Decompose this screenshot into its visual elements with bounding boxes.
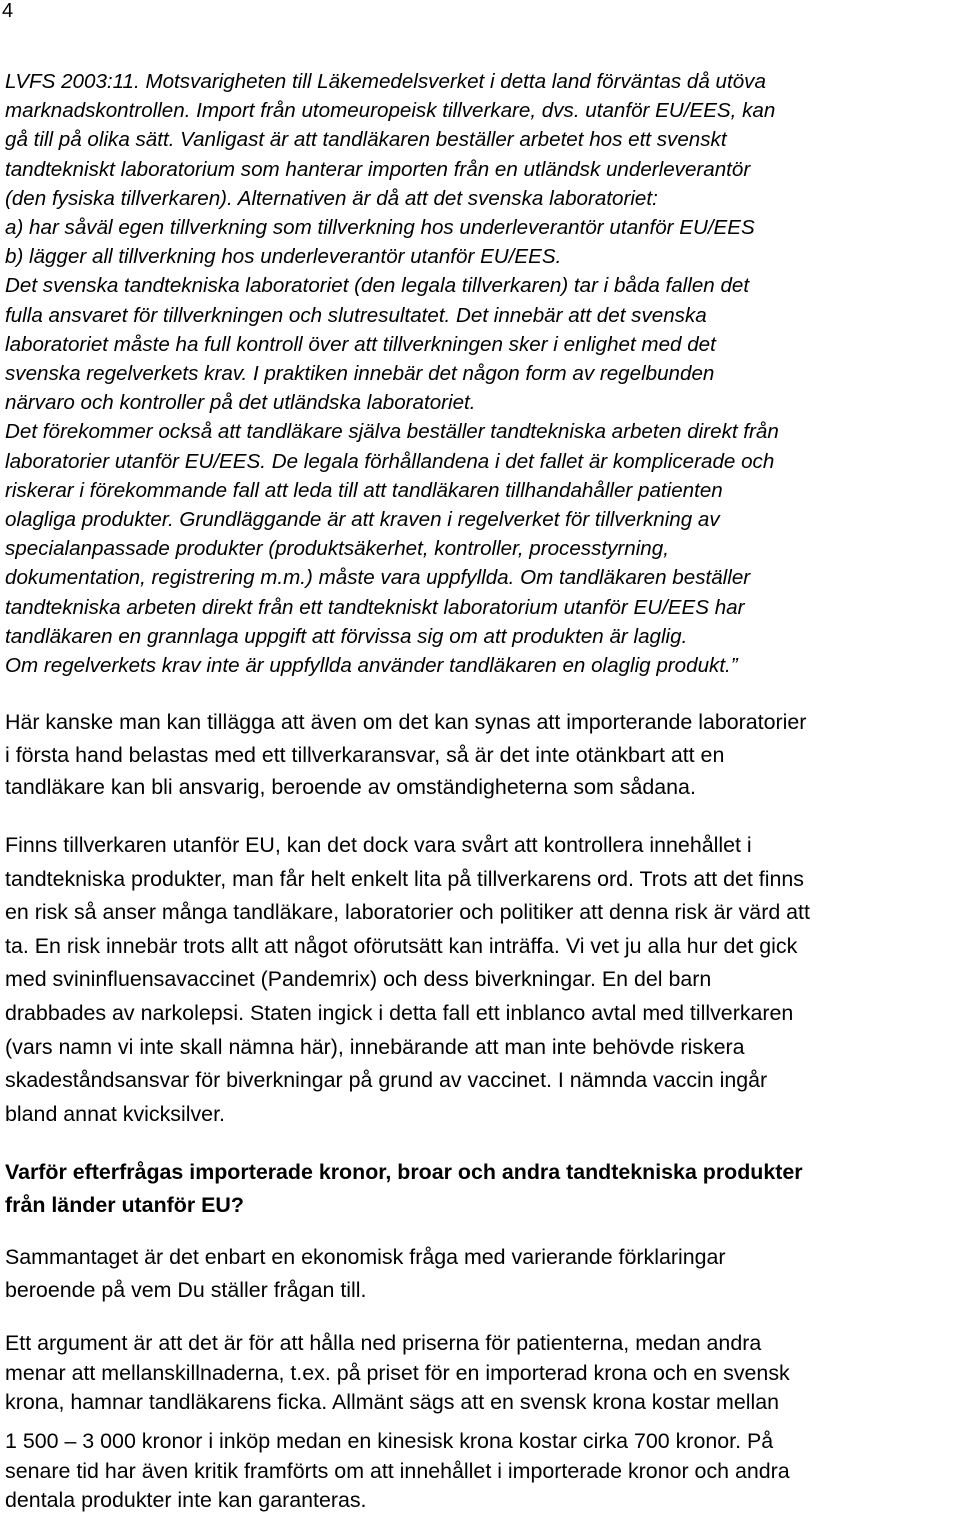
text-line: Finns tillverkaren utanför EU, kan det dock vara svårt att kontrollera innehållet i xyxy=(5,833,752,857)
text-line: tandläkaren en grannlaga uppgift att förvissa sig om att produkten är laglig. xyxy=(5,624,688,648)
text-line: laboratoriet måste ha full kontroll över att tillverkningen sker i enlighet med det xyxy=(5,332,716,356)
text-line: tandtekniskt laboratorium som hanterar importen från en utländsk underleverantör xyxy=(5,157,751,181)
text-line: specialanpassade produkter (produktsäkerhet, kontroller, processtyrning, xyxy=(5,537,669,561)
text-line: ta. En risk innebär trots allt att något oförutsätt kan inträffa. Vi vet ju alla hur det gick xyxy=(5,933,798,958)
text-line: LVFS 2003:11. Motsvarigheten till Läkemedelsverket i detta land förväntas då utöva xyxy=(5,70,766,93)
text-line: a) har såväl egen tillverkning som tillverkning hos underleverantör utanför EU/EES xyxy=(5,216,755,240)
text-line: olagliga produkter. Grundläggande är att kraven i regelverket för tillverkning av xyxy=(5,508,720,532)
text-line: bland annat kvicksilver. xyxy=(5,1101,225,1126)
text-line: dokumentation, registrering m.m.) måste vara uppfyllda. Om tandläkaren beställer xyxy=(5,566,751,590)
text-line: menar att mellanskillnaderna, t.ex. på priset för en importerad krona och en svensk xyxy=(5,1360,790,1385)
text-line: senare tid har även kritik framförts om att innehållet i importerade kronor och andra xyxy=(5,1458,790,1483)
text-line: fulla ansvaret för tillverkningen och slutresultatet. Det innebär att det svenska xyxy=(5,303,707,327)
paragraph-manufacturer-outside-eu xyxy=(5,829,960,1131)
text-line: Här kanske man kan tillägga att även om det kan synas att importerande laboratorier xyxy=(5,710,807,734)
text-line: Sammantaget är det enbart en ekonomisk fråga med varierande förklaringar xyxy=(5,1245,726,1269)
text-line: närvaro och kontroller på det utländska laboratoriet. xyxy=(5,391,476,415)
quoted-regulation-text xyxy=(5,67,957,680)
text-line: i första hand belastas med ett tillverkaransvar, så är det inte otänkbart att en xyxy=(5,742,725,767)
section-heading xyxy=(5,1156,960,1221)
text-line: 1 500 – 3 000 kronor i inköp medan en kinesisk krona kostar cirka 700 kronor. På xyxy=(5,1429,774,1453)
heading-line: från länder utanför EU? xyxy=(5,1192,244,1217)
text-line: gå till på olika sätt. Vanligast är att tandläkaren beställer arbetet hos ett svenskt xyxy=(5,128,727,152)
text-line: laboratorier utanför EU/EES. De legala förhållandena i det fallet är komplicerade och xyxy=(5,449,775,473)
text-line: (den fysiska tillverkaren). Alternativen är då att det svenska laboratoriet: xyxy=(5,186,658,210)
text-line: marknadskontrollen. Import från utomeuropeisk tillverkare, dvs. utanför EU/EES, kan xyxy=(5,99,776,123)
text-line: Det svenska tandtekniska laboratoriet (den legala tillverkaren) tar i båda fallen det xyxy=(5,274,750,298)
text-line: tandläkare kan bli ansvarig, beroende av omständigheterna som sådana. xyxy=(5,775,696,800)
paragraph-importer-liability xyxy=(5,706,960,804)
text-line: tandtekniska arbeten direkt från ett tandtekniskt laboratorium utanför EU/EES har xyxy=(5,595,745,619)
paragraph-economic-question xyxy=(5,1241,960,1306)
text-line: (vars namn vi inte skall nämna här), innebärande att man inte behövde riskera xyxy=(5,1034,745,1059)
text-line: en risk så anser många tandläkare, laboratorier och politiker att denna risk är värd att xyxy=(5,900,810,925)
text-line: med svininfluensavaccinet (Pandemrix) och dess biverkningar. En del barn xyxy=(5,967,712,992)
text-line: drabbades av narkolepsi. Staten ingick i detta fall ett inblanco avtal med tillverkaren xyxy=(5,1000,794,1025)
heading-line: Varför efterfrågas importerade kronor, broar och andra tandtekniska produkter xyxy=(5,1160,803,1184)
text-line: Det förekommer också att tandläkare själva beställer tandtekniska arbeten direkt från xyxy=(5,420,779,444)
text-line: krona, hamnar tandläkarens ficka. Allmänt sägs att en svensk krona kostar mellan xyxy=(5,1390,780,1414)
paragraph-price-comparison xyxy=(5,1427,960,1516)
text-line: Om regelverkets krav inte är uppfyllda använder tandläkaren en olaglig produkt.” xyxy=(5,654,738,678)
text-line: svenska regelverkets krav. I praktiken innebär det någon form av regelbunden xyxy=(5,362,715,386)
text-line: beroende på vem Du ställer frågan till. xyxy=(5,1277,367,1302)
text-line: skadeståndsansvar för biverkningar på grund av vaccinet. I nämnda vaccin ingår xyxy=(5,1068,768,1093)
text-line: tandtekniska produkter, man får helt enkelt lita på tillverkarens ord. Trots att det finns xyxy=(5,866,804,891)
text-line: riskerar i förekommande fall att leda till att tandläkaren tillhandahåller patienten xyxy=(5,478,723,502)
text-line: dentala produkter inte kan garanteras. xyxy=(5,1488,367,1512)
text-line: Ett argument är att det är för att hålla ned priserna för patienterna, medan andra xyxy=(5,1331,762,1355)
paragraph-price-argument xyxy=(5,1329,960,1418)
page-number: 4 xyxy=(2,0,14,22)
text-line: b) lägger all tillverkning hos underleverantör utanför EU/EES. xyxy=(5,245,562,269)
